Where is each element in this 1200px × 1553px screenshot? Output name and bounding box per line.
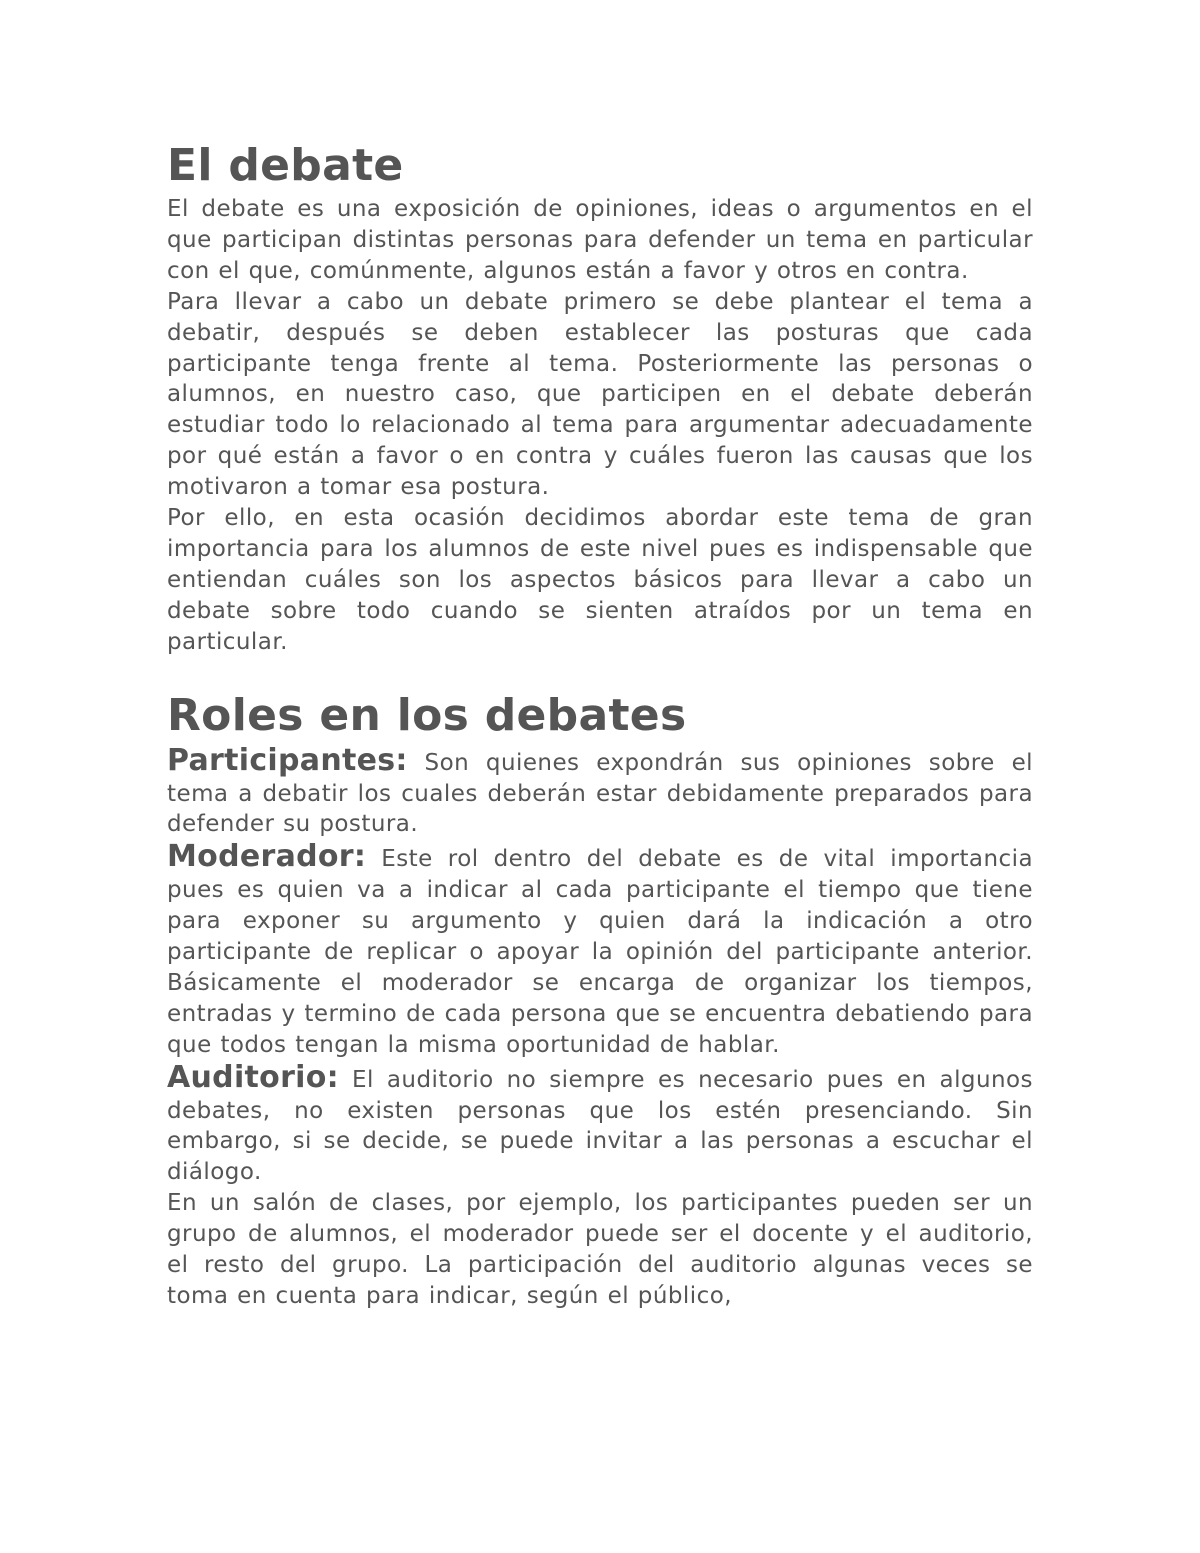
role-title-auditorio: Auditorio: [167, 1059, 339, 1095]
role-participantes [167, 742, 1034, 841]
role-text-auditorio: El auditorio no siempre es necesario pues en algunos debates, no existen personas que los estén presenciando. Sin embargo, si se decide, se puede invitar a las personas a escuchar el diálogo. [167, 1066, 1033, 1186]
section-heading-el-debate: El debate [167, 140, 404, 191]
paragraph-definition: El debate es una exposición de opiniones, ideas o argumentos en el que participan distintas personas para defender un tema en particular con el que, comúnmente, algunos están a favor y otros en contra. [167, 196, 1033, 284]
role-auditorio [167, 1059, 1033, 1189]
document-body [167, 138, 1033, 1312]
role-text-participantes: Son quienes expondrán sus opiniones sobre el tema a debatir los cuales deberán estar debidamente preparados para defender su postura. [167, 749, 1034, 838]
paragraph-closing: En un salón de clases, por ejemplo, los participantes pueden ser un grupo de alumnos, el moderador puede ser el docente y el auditorio, el resto del grupo. La participación del auditorio algunas veces se toma en cuenta para indicar, según el público, [167, 1190, 1033, 1309]
role-title-moderador: Moderador: [167, 839, 367, 875]
paragraph-motivation: Por ello, en esta ocasión decidimos abordar este tema de gran importancia para los alumnos de este nivel pues es indispensable que entiendan cuáles son los aspectos básicos para llevar a cabo un debate sobre todo cuando se sienten atraídos por un tema en particular. [167, 505, 1033, 655]
section-heading-roles: Roles en los debates [167, 689, 687, 741]
role-moderador [167, 839, 1033, 1060]
role-title-participantes: Participantes: [167, 742, 408, 778]
paragraph-procedure: Para llevar a cabo un debate primero se debe plantear el tema a debatir, después se deben establecer las posturas que cada participante tenga frente al tema. Posteriormente las personas o alumnos, en nuestro caso, que participen en el debate deberán estudiar todo lo relacionado al tema para argumentar adecuadamente por qué están a favor o en contra y cuáles fueron las causas que los motivaron a tomar esa postura. [167, 288, 1033, 501]
role-text-moderador: Este rol dentro del debate es de vital importancia pues es quien va a indicar al cada participante el tiempo que tiene para exponer su argumento y quien dará la indicación a otro participante de replicar o apoyar la opinión del participante anterior. Básicamente el moderador se encarga de organizar los tiempos, entradas y termino de cada persona que se encuentra debatiendo para que todos tengan la misma oportunidad de hablar. [167, 846, 1033, 1058]
